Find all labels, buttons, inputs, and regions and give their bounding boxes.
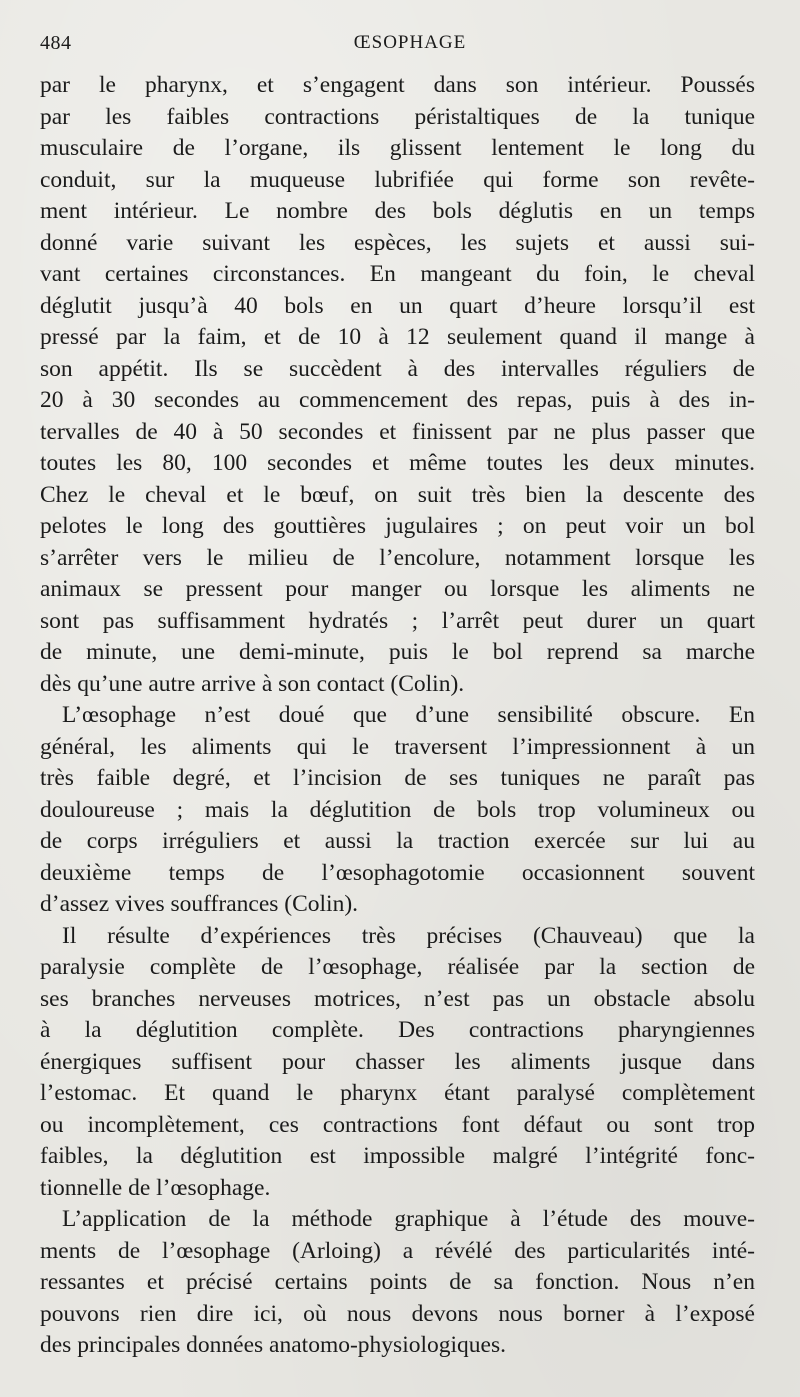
text-line: ses branches nerveuses motrices, n’est pas un obstacle absolu [40, 985, 755, 1012]
paragraph [40, 70, 755, 700]
text-line: général, les aliments qui le traversent l’impressionnent à un [40, 733, 755, 760]
text-line: pelotes le long des gouttières jugulaires ; on peut voir un bol [40, 513, 755, 539]
text-line: L’application de la méthode graphique à l’étude des mouve- [62, 1206, 755, 1232]
text-line: animaux se pressent pour manger ou lorsque les aliments ne [40, 576, 755, 602]
text-line: tervalles de 40 à 50 secondes et finissent par ne plus passer que [40, 418, 755, 445]
body-text [40, 70, 755, 1362]
text-line: pressé par la faim, et de 10 à 12 seulement quand il mange à [40, 324, 755, 350]
text-line: ments de l’œsophage (Arloing) a révélé des particularités inté- [40, 1237, 755, 1264]
text-line: paralysie complète de l’œsophage, réalisée par la section de [40, 954, 755, 980]
text-line: son appétit. Ils se succèdent à des intervalles réguliers de [40, 355, 755, 382]
text-line: ment intérieur. Le nombre des bols déglutis en un temps [40, 198, 755, 224]
text-line: s’arrêter vers le milieu de l’encolure, notamment lorsque les [40, 544, 755, 571]
text-line: de corps irréguliers et aussi la traction exercée sur lui au [40, 828, 755, 854]
text-line: de minute, une demi-minute, puis le bol reprend sa marche [40, 639, 755, 665]
text-line: Chez le cheval et le bœuf, on suit très bien la descente des [40, 481, 755, 508]
text-line: des principales données anatomo-physiologiques. [40, 1332, 506, 1358]
text-line: 20 à 30 secondes au commencement des repas, puis à des in- [40, 387, 755, 413]
text-line: donné varie suivant les espèces, les sujets et aussi sui- [40, 229, 755, 256]
text-line: par le pharynx, et s’engagent dans son intérieur. Poussés [40, 72, 755, 98]
text-line: conduit, sur la muqueuse lubrifiée qui forme son revête- [40, 166, 755, 193]
paragraph [40, 921, 755, 1205]
text-line: par les faibles contractions péristaltiques de la tunique [40, 103, 755, 130]
paragraph [40, 1204, 755, 1362]
text-line: Il résulte d’expériences très précises (Chauveau) que la [62, 922, 755, 949]
text-line: douloureuse ; mais la déglutition de bols trop volumineux ou [40, 796, 755, 823]
text-line: sont pas suffisamment hydratés ; l’arrêt peut durer un quart [40, 607, 755, 634]
text-line: toutes les 80, 100 secondes et même toutes les deux minutes. [40, 450, 755, 476]
text-line: musculaire de l’organe, ils glissent lentement le long du [40, 135, 755, 161]
text-line: dès qu’une autre arrive à son contact (Colin). [40, 670, 465, 697]
text-line: deuxième temps de l’œsophagotomie occasionnent souvent [40, 859, 755, 886]
text-line: L’œsophage n’est doué que d’une sensibilité obscure. En [62, 702, 755, 728]
text-line: vant certaines circonstances. En mangeant du foin, le cheval [40, 261, 755, 287]
text-line: déglutit jusqu’à 40 bols en un quart d’heure lorsqu’il est [40, 292, 755, 319]
text-line: tionnelle de l’œsophage. [40, 1174, 271, 1201]
paragraph [40, 700, 755, 921]
running-title: ŒSOPHAGE [353, 32, 467, 53]
text-line: faibles, la déglutition est impossible malgré l’intégrité fonc- [40, 1143, 755, 1169]
page-number: 484 [40, 32, 72, 54]
text-line: pouvons rien dire ici, où nous devons nous borner à l’exposé [40, 1300, 755, 1327]
text-line: ou incomplètement, ces contractions font défaut ou sont trop [40, 1111, 755, 1138]
text-line: énergiques suffisent pour chasser les aliments jusque dans [40, 1048, 755, 1075]
text-line: à la déglutition complète. Des contractions pharyngiennes [40, 1017, 755, 1043]
text-line: ressantes et précisé certains points de sa fonction. Nous n’en [40, 1269, 755, 1295]
text-line: d’assez vives souffrances (Colin). [40, 891, 359, 917]
text-line: très faible degré, et l’incision de ses tuniques ne paraît pas [40, 765, 755, 791]
running-head [40, 32, 760, 58]
text-line: l’estomac. Et quand le pharynx étant paralysé complètement [40, 1080, 755, 1106]
